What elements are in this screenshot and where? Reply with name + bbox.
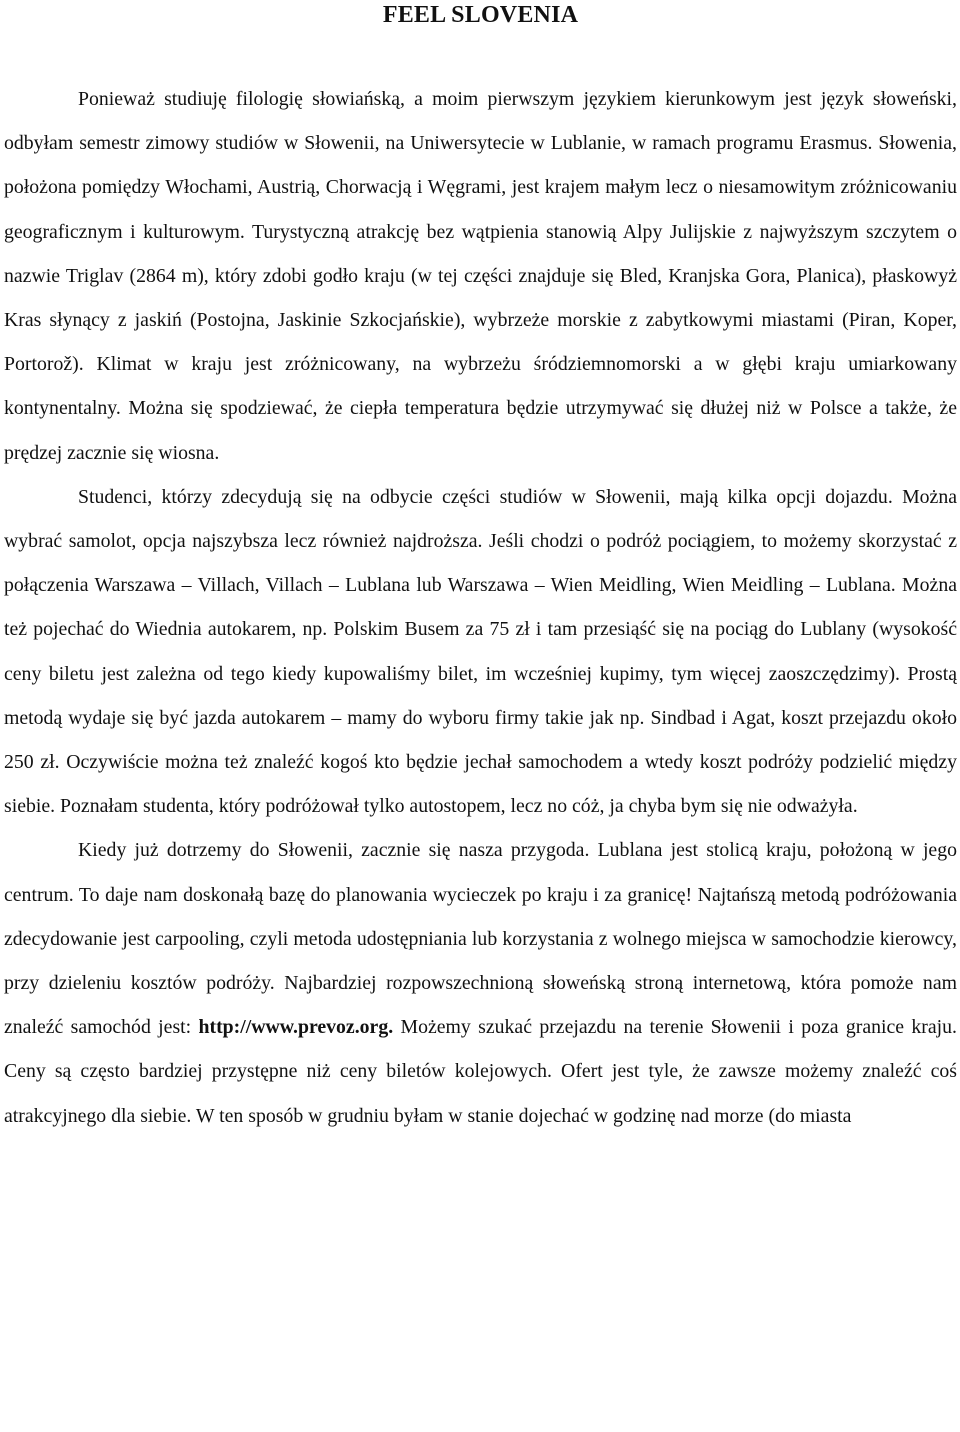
document-page — [4, 0, 957, 1432]
paragraph-2-text: Studenci, którzy zdecydują się na odbycie części studiów w Słowenii, mają kilka opcji dojazdu. Można wybrać samolot, opcja najszybsza lecz również najdroższa. Jeśli chodzi o podróż pociągiem, to możemy skorzystać z połączenia Warszawa – Villach, Villach – Lublana lub Warszawa – Wien Meidling, Wien Meidling – Lublana. Można też pojechać do Wiednia autokarem, np. Polskim Busem za 75 zł i tam przesiąść się na pociąg do Lublany (wysokość ceny biletu jest zależna od tego kiedy kupowaliśmy bilet, im wcześniej kupimy, tym więcej zaoszczędzimy). Prostą metodą wydaje się być jazda autokarem – mamy do wyboru firmy takie jak np. Sindbad i Agat, koszt przejazdu około 250 zł. Oczywiście można też znaleźć kogoś kto będzie jechał samochodem a wtedy koszt podróży podzielić między siebie. Poznałam studenta, który podróżował tylko autostopem, lecz no cóż, ja chyba bym się nie odważyła. — [4, 485, 957, 818]
paragraph-3-text-b: Możemy szukać przejazdu na terenie Słowenii i poza granice kraju. Ceny są często bardziej przystępne niż ceny biletów kolejowych. Ofert jest tyle, że zawsze możemy znaleźć coś atrakcyjnego dla siebie. W ten sposób w grudniu byłam w stanie dojechać w godzinę nad morze (do miasta — [4, 1016, 957, 1127]
paragraph-3 — [4, 828, 957, 1137]
prevoz-link[interactable]: http://www.prevoz.org. — [198, 1016, 394, 1039]
title-spacer — [4, 31, 957, 77]
paragraph-2 — [4, 475, 957, 829]
paragraph-1-text: Ponieważ studiuję filologię słowiańską, a moim pierwszym językiem kierunkowym jest język słoweński, odbyłam semestr zimowy studiów w Słowenii, na Uniwersytecie w Lublanie, w ramach programu Erasmus. Słowenia, położona pomiędzy Włochami, Austrią, Chorwacją i Węgrami, jest krajem małym lecz o niesamowitym zróżnicowaniu geograficznym i kulturowym. Turystyczną atrakcję bez wątpienia stanowią Alpy Julijskie z najwyższym szczytem o nazwie Triglav (2864 m), który zdobi godło kraju (w tej części znajduje się Bled, Kranjska Gora, Planica), płaskowyż Kras słynący z jaskiń (Postojna, Jaskinie Szkocjańskie), wybrzeże morskie z zabytkowymi miastami (Piran, Koper, Portorož). Klimat w kraju jest zróżnicowany, na wybrzeżu śródziemnomorski a w głębi kraju umiarkowany kontynentalny. Można się spodziewać, że ciepła temperatura będzie utrzymywać się dłużej niż w Polsce a także, że prędzej zacznie się wiosna. — [4, 88, 957, 464]
document-title: FEEL SLOVENIA — [382, 2, 579, 28]
paragraph-3-text-a: Kiedy już dotrzemy do Słowenii, zacznie się nasza przygoda. Lublana jest stolicą kraju, położoną w jego centrum. To daje nam doskonałą bazę do planowania wycieczek po kraju i za granicę! Najtańszą metodą podróżowania zdecydowanie jest carpooling, czyli metoda udostępniania lub korzystania z wolnego miejsca w samochodzie kierowcy, przy dzieleniu kosztów podróży. Najbardziej rozpowszechnioną słoweńską stroną internetową, która pomoże nam znaleźć samochód jest: — [4, 839, 957, 1039]
paragraph-1 — [4, 77, 957, 475]
